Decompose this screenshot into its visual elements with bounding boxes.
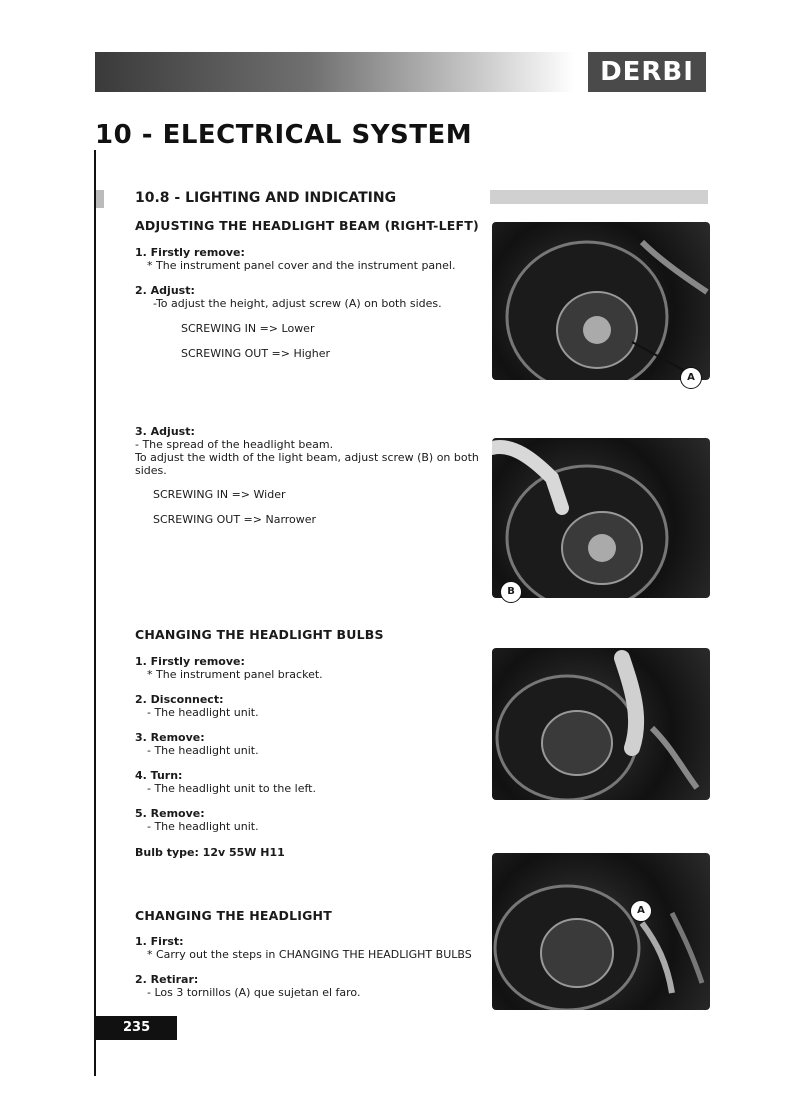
- step-text: - The headlight unit.: [147, 706, 259, 719]
- bulbs-heading: CHANGING THE HEADLIGHT BULBS: [135, 627, 384, 642]
- step-text: - The spread of the headlight beam. To adjust the width of the light beam, adjust screw (B) on both sides.: [135, 438, 479, 477]
- beam-step-2: [135, 284, 480, 310]
- callout-a: A: [680, 367, 702, 389]
- bulbs-step: [135, 807, 480, 833]
- chapter-title: 10 - ELECTRICAL SYSTEM: [95, 120, 473, 150]
- step-text: * The instrument panel bracket.: [147, 668, 323, 681]
- step-label: 2. Adjust:: [135, 284, 195, 297]
- page-number: 235: [95, 1016, 177, 1040]
- headlight-step: [135, 935, 495, 961]
- step-label: 3. Adjust:: [135, 425, 195, 438]
- section-title: 10.8 - LIGHTING AND INDICATING: [135, 190, 397, 206]
- bulbs-step: [135, 655, 480, 681]
- step-label: 2. Retirar:: [135, 973, 199, 986]
- bulbs-step: [135, 693, 480, 719]
- headlight-photo-2: [492, 438, 710, 598]
- step-label: 1. First:: [135, 935, 184, 948]
- margin-rule: [94, 150, 96, 1076]
- step-text: * Carry out the steps in CHANGING THE HEADLIGHT BULBS: [147, 948, 472, 961]
- step-text: - The headlight unit.: [147, 744, 259, 757]
- step-text: - Los 3 tornillos (A) que sujetan el faro.: [147, 986, 361, 999]
- step-label: 1. Firstly remove:: [135, 246, 245, 259]
- brand-logo: DERBI: [582, 52, 706, 92]
- headlight-heading: CHANGING THE HEADLIGHT: [135, 908, 332, 923]
- step-text: * The instrument panel cover and the instrument panel.: [147, 259, 456, 272]
- screw-in-width: SCREWING IN => Wider: [153, 488, 286, 501]
- bulbs-step: [135, 769, 480, 795]
- step-label: 5. Remove:: [135, 807, 205, 820]
- bulb-type: Bulb type: 12v 55W H11: [135, 846, 285, 859]
- step-label: 1. Firstly remove:: [135, 655, 245, 668]
- headlight-photo-4: [492, 853, 710, 1010]
- beam-step-1: [135, 246, 480, 272]
- screw-out-width: SCREWING OUT => Narrower: [153, 513, 317, 526]
- step-text: -To adjust the height, adjust screw (A) on both sides.: [153, 297, 442, 310]
- callout-a: A: [630, 900, 652, 922]
- section-bar: [490, 190, 708, 204]
- screw-in-height: SCREWING IN => Lower: [181, 322, 315, 335]
- section-marker: [96, 190, 104, 208]
- headlight-photo-3: [492, 648, 710, 800]
- step-text: - The headlight unit.: [147, 820, 259, 833]
- bulbs-step: [135, 731, 480, 757]
- screw-out-height: SCREWING OUT => Higher: [181, 347, 331, 360]
- step-label: 4. Turn:: [135, 769, 183, 782]
- step-label: 3. Remove:: [135, 731, 205, 744]
- step-label: 2. Disconnect:: [135, 693, 224, 706]
- beam-step-3: [135, 425, 480, 477]
- headlight-photo-1: [492, 222, 710, 380]
- beam-heading: ADJUSTING THE HEADLIGHT BEAM (RIGHT-LEFT): [135, 218, 479, 233]
- step-text: - The headlight unit to the left.: [147, 782, 316, 795]
- headlight-step: [135, 973, 480, 999]
- callout-b: B: [500, 581, 522, 603]
